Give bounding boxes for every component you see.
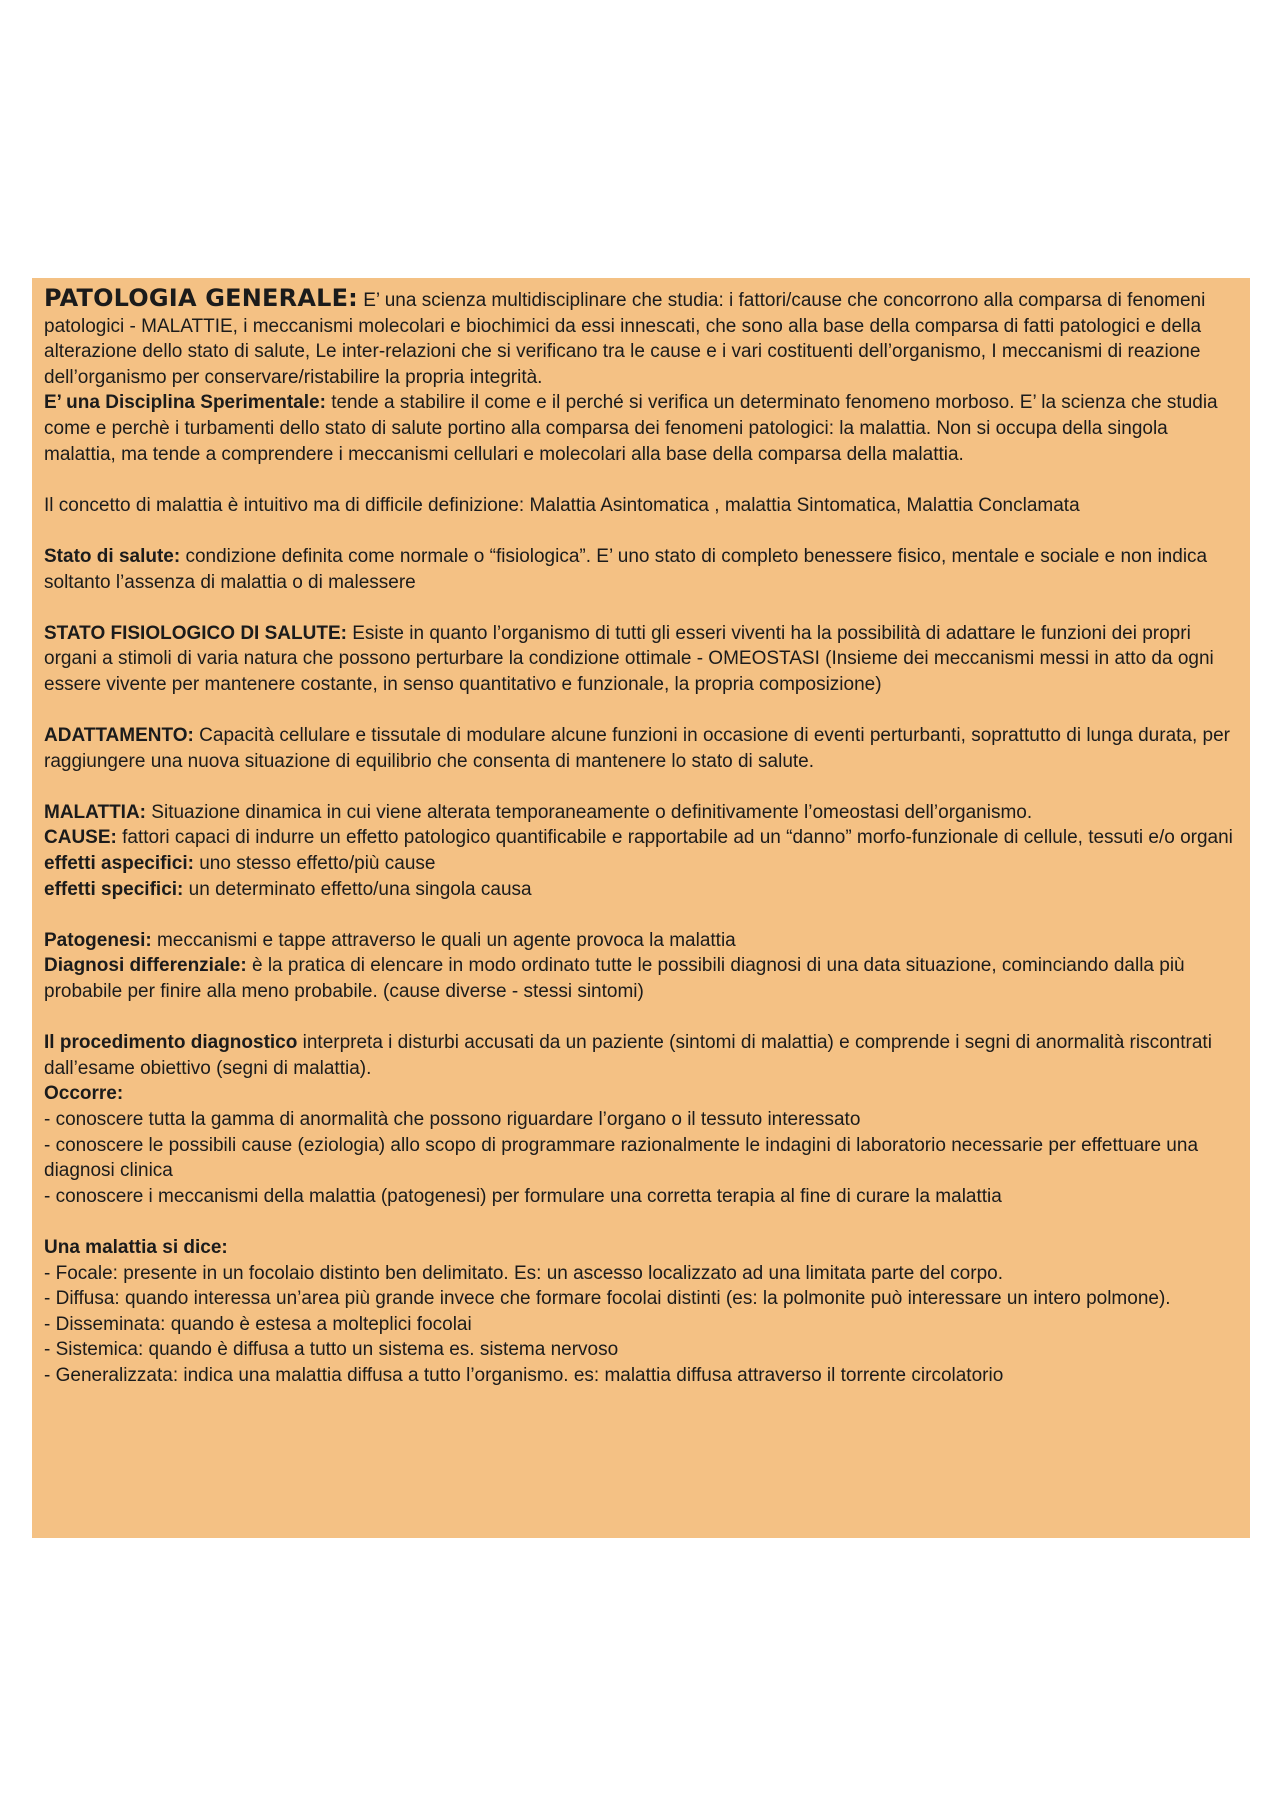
stato-salute-term: Stato di salute: — [44, 545, 181, 567]
list-item: - conoscere le possibili cause (eziologia) allo scopo di programmare razionalmente le indagini di laboratorio necessarie per effettuare una diagnosi clinica — [44, 1134, 1199, 1182]
list-item: - Sistemica: quando è diffusa a tutto un sistema es. sistema nervoso — [44, 1339, 619, 1361]
spacer — [44, 902, 1240, 928]
effetti-specifici-paragraph — [44, 877, 1240, 903]
notes-panel — [32, 278, 1250, 1538]
spacer — [44, 518, 1240, 544]
adattamento-paragraph — [44, 723, 1240, 774]
si-dice-heading — [44, 1235, 1240, 1261]
diagnosi-term: Diagnosi differenziale: — [44, 955, 247, 977]
spacer — [44, 467, 1240, 493]
spacer — [44, 595, 1240, 621]
adattamento-term: ADATTAMENTO: — [44, 725, 194, 747]
procedimento-term: Il procedimento diagnostico — [44, 1032, 298, 1054]
cause-term: CAUSE: — [44, 827, 117, 849]
effetti-aspecifici-term: effetti aspecifici: — [44, 853, 194, 875]
list-item: - Generalizzata: indica una malattia diffusa a tutto l’organismo. es: malattia diffusa attraverso il torrente circolatorio — [44, 1364, 1004, 1386]
concetto-paragraph — [44, 493, 1240, 519]
stato-fisiologico-term: STATO FISIOLOGICO DI SALUTE: — [44, 622, 347, 644]
intro-paragraph — [44, 286, 1240, 390]
effetti-aspecifici-paragraph — [44, 851, 1240, 877]
sperimentale-term: E’ una Disciplina Sperimentale: — [44, 392, 326, 414]
occorre-list — [44, 1107, 1240, 1209]
sperimentale-paragraph — [44, 390, 1240, 467]
malattia-text: Situazione dinamica in cui viene alterata temporaneamente o definitivamente l’omeostasi dell’organismo. — [146, 801, 1033, 823]
cause-paragraph — [44, 825, 1240, 851]
malattia-term: MALATTIA: — [44, 801, 147, 823]
diagnosi-text: è la pratica di elencare in modo ordinato tutte le possibili diagnosi di una data situazione, cominciando dalla più probabile per finire alla meno probabile. (cause diverse - stessi sintomi) — [44, 955, 1185, 1003]
list-item: - conoscere tutta la gamma di anormalità che possono riguardare l’organo o il tessuto interessato — [44, 1109, 861, 1130]
spacer — [44, 774, 1240, 800]
si-dice-heading-text: Una malattia si dice: — [44, 1236, 228, 1258]
intro-text: E’ una scienza multidisciplinare che studia: i fattori/cause che concorrono alla comparsa di fenomeni patologici - MALATTIE, i meccanismi molecolari e biochimici da essi innescati, che sono alla base della comparsa di fatti patologici e della alterazione dello stato di salute, Le inter-relazioni che si verificano tra le cause e i vari costituenti dell’organismo, I meccanismi di reazione dell’organismo per conservare/ristabilire la propria integrità. — [44, 290, 1206, 388]
effetti-specifici-term: effetti specifici: — [44, 878, 184, 900]
page-title: PATOLOGIA GENERALE: — [44, 284, 358, 312]
cause-text: fattori capaci di indurre un effetto patologico quantificabile e rapportabile ad un “danno” morfo-funzionale di cellule, tessuti e/o organi — [116, 827, 1233, 849]
effetti-specifici-text: un determinato effetto/una singola causa — [183, 878, 532, 900]
stato-fisiologico-text: Esiste in quanto l’organismo di tutti gli esseri viventi ha la possibilità di adattare le funzioni dei propri organi a stimoli di varia natura che possono perturbare la condizione ottimale - OMEOSTASI (Insieme dei meccanismi messi in atto da ogni essere vivente per mantenere costante, in senso quantitativo e funzionale, la propria composizione) — [44, 622, 1214, 695]
occorre-heading — [44, 1081, 1240, 1107]
list-item: - Diffusa: quando interessa un’area più grande invece che formare focolai distinti (es: la polmonite può interessare un intero polmone). — [44, 1288, 1171, 1310]
stato-fisiologico-paragraph — [44, 621, 1240, 698]
procedimento-paragraph — [44, 1030, 1240, 1081]
effetti-aspecifici-text: uno stesso effetto/più cause — [193, 853, 436, 875]
spacer — [44, 1005, 1240, 1031]
si-dice-list — [44, 1261, 1240, 1389]
spacer — [44, 1209, 1240, 1235]
occorre-heading-text: Occorre: — [44, 1083, 124, 1105]
malattia-paragraph — [44, 800, 1240, 826]
procedimento-text: interpreta i disturbi accusati da un paziente (sintomi di malattia) e comprende i segni di anormalità riscontrati dall’esame obiettivo (segni di malattia). — [44, 1032, 1212, 1079]
adattamento-text: Capacità cellulare e tissutale di modulare alcune funzioni in occasione di eventi perturbanti, soprattutto di lunga durata, per raggiungere una nuova situazione di equilibrio che consenta di mantenere lo stato di salute. — [44, 725, 1230, 772]
patogenesi-paragraph — [44, 928, 1240, 954]
patogenesi-term: Patogenesi: — [44, 929, 152, 951]
list-item: - conoscere i meccanismi della malattia (patogenesi) per formulare una corretta terapia al fine di curare la malattia — [44, 1185, 1002, 1207]
stato-salute-paragraph — [44, 544, 1240, 595]
diagnosi-paragraph — [44, 953, 1240, 1004]
concetto-text: Il concetto di malattia è intuitivo ma di difficile definizione: Malattia Asintomatica , malattia Sintomatica, Malattia Conclamata — [44, 494, 1080, 516]
list-item: - Focale: presente in un focolaio distinto ben delimitato. Es: un ascesso localizzato ad una limitata parte del corpo. — [44, 1262, 1003, 1284]
spacer — [44, 698, 1240, 724]
patogenesi-text: meccanismi e tappe attraverso le quali un agente provoca la malattia — [151, 929, 736, 951]
list-item: - Disseminata: quando è estesa a molteplici focolai — [44, 1313, 472, 1335]
stato-salute-text: condizione definita come normale o “fisiologica”. E’ uno stato di completo benessere fisico, mentale e sociale e non indica soltanto l’assenza di malattia o di malessere — [44, 545, 1208, 593]
sperimentale-text: tende a stabilire il come e il perché si verifica un determinato fenomeno morboso. E’ la scienza che studia come e perchè i turbamenti dello stato di salute portino alla comparsa dei fenomeni patologici: la malattia. Non si occupa della singola malattia, ma tende a comprendere i meccanismi cellulari e molecolari alla base della comparsa della malattia. — [44, 392, 1218, 465]
